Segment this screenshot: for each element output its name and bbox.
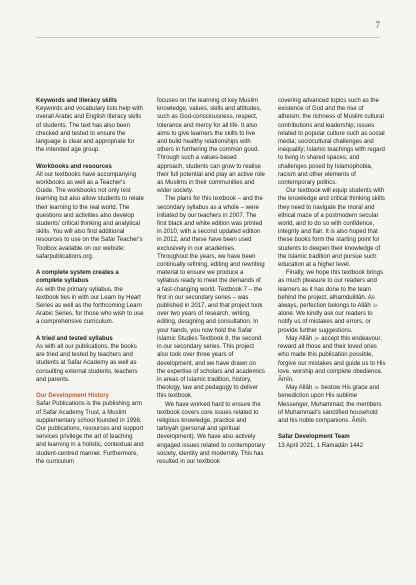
column-3 <box>278 97 386 450</box>
heading-keywords: Keywords and literacy skills <box>36 98 117 104</box>
paragraph-accept <box>278 335 386 384</box>
honorific-glyph: ﷻ <box>313 335 320 342</box>
signature-date: 13 April 2021, 1 Ramaḍān 1442 <box>278 442 364 449</box>
paragraph-workbooks: All our textbooks have accompanying workbooks as well as a Teacher's Guide. The workbooks not only test learning but also allow students to relate their learning to the real world. The questions and activities also develop students' critical thinking and analytical skills. You will also find additional resources to use on the Safar Teacher's Toolbox available on our website: safarpublications.org. <box>36 171 144 260</box>
paragraph-history: Safar Publications is the publishing arm of Safar Academy Trust, a Muslim supplementary school founded in 1998. Our publications, resources and support services privilege the art of teaching and learning in a holistic, contextual and student-centred manner. Furthermore, the curriculum <box>36 401 144 465</box>
column-2 <box>157 97 265 466</box>
paragraph-finally <box>278 269 386 335</box>
paragraph-syllabus: As with the primary syllabus, the textbook ties in with our Learn by Heart Series as well as the forthcoming Learn Arabic Series, for those who wish to use a comprehensive curriculum. <box>36 286 144 326</box>
paragraph-equip: Our textbook will equip students with the knowledge and critical thinking skills they need to navigate the moral and ethical maze of a postmodern secular world, and to do so with confidence, integrity and flair. It is also hoped that these books form the starting point for students to deepen their knowledge of the Islamic tradition and pursue such education at a higher level. <box>278 188 385 269</box>
paragraph-values: focuses on the learning of key Muslim knowledge, values, skills and attitudes, such as God-consciousness, respect, tolerance and mercy for all life. It also aims to give learners the skills to live and build healthy relationships with others in furthering the common good. Through such a values-based approach, students can grow to realise their full potential and play an active role as Muslims in their communities and wider society. <box>157 98 265 195</box>
finally-text: Finally, we hope this textbook brings as much pleasure to our readers and learners as it has done to the team behind the project, alhamdulillāh. As always, perfection belongs to Allāh <box>278 270 384 310</box>
paragraph-bestow <box>278 384 386 425</box>
bestow-text-cont: bestow His grace and benediction upon His sublime Messenger, Muhammad; the members of Muhammad's sanctified household and his noble companions. Āmīn. <box>278 385 382 424</box>
paragraph-topics: covering advanced topics such as the existence of God and the rise of atheism; the richness of Muslim cultural contributions and leadership; issues related to popular culture such as social media; sociocultural challenges and inequality; Islamic teachings with regard to living in shared spaces; and challenges posed by Islamophobia, racism and other elements of contemporary politics. <box>278 98 385 187</box>
accept-text: May Allāh <box>286 335 313 342</box>
heading-tried: A tried and tested syllabus <box>36 335 113 342</box>
paragraph-tried: As with all our publications, the books are tried and tested by teachers and students at Safar Academy as well as consulting external students, teachers and parents. <box>36 344 138 383</box>
heading-syllabus: A complete system creates a complete syllabus <box>36 270 119 285</box>
signature: Safar Development Team <box>278 434 350 441</box>
honorific-glyph: ﷻ <box>313 385 320 392</box>
accept-text-cont: accept this endeavour, reward all those and their loved ones who made this publication possible, forgive our mistakes and guide us to His love, worship and complete obedience. Āmīn. <box>278 335 386 383</box>
finally-text-cont: alone. We kindly ask our readers to notify us of mistakes and errors, or provide further suggestions. <box>278 311 373 334</box>
paragraph-plans: The plans for this textbook – and the secondary syllabus as a whole – were initiated by our teachers in 2007. The first black and white edition was printed in 2010, with a second updated edition in 2012, and these have been used exclusively in our academies. Throughout the years, we have been continually refining, editing and rewriting material to ensure we produce a syllabus ready to meet the demands of a fast-changing world. Textbook 7 – the first in our secondary series – was published in 2017, and that project took over two years of research, writing, editing, designing and consultation. In your hands, you now hold the Safar Islamic Studies Textbook 8, the second in our secondary series. This project also took over three years of development, and we have drawn on the expertise of scholars and academics in areas of Islamic tradition, history, theology, law and pedagogy to deliver this textbook. <box>157 196 265 400</box>
bestow-text: May Allāh <box>286 385 313 392</box>
heading-development-history: Our Development History <box>36 393 109 400</box>
paragraph-keywords: Keywords and vocabulary lists help with overall Arabic and English literacy skills of students. The text has also been checked and tested to ensure the language is clear and appropriate for the intended age group. <box>36 106 143 154</box>
paragraph-core-issues: We have worked hard to ensure the textbook covers core issues related to religious knowledge, practice and tarbiyah (personal and spiritual development). We have also actively engaged issues related to contemporary society, identity and modernity. This has resulted in our textbook <box>157 401 265 465</box>
header-rule <box>36 37 380 38</box>
column-1 <box>36 97 144 466</box>
honorific-glyph: ﷻ <box>372 303 379 310</box>
heading-workbooks: Workbooks and resources <box>36 163 112 170</box>
page-number: 7 <box>375 20 380 30</box>
